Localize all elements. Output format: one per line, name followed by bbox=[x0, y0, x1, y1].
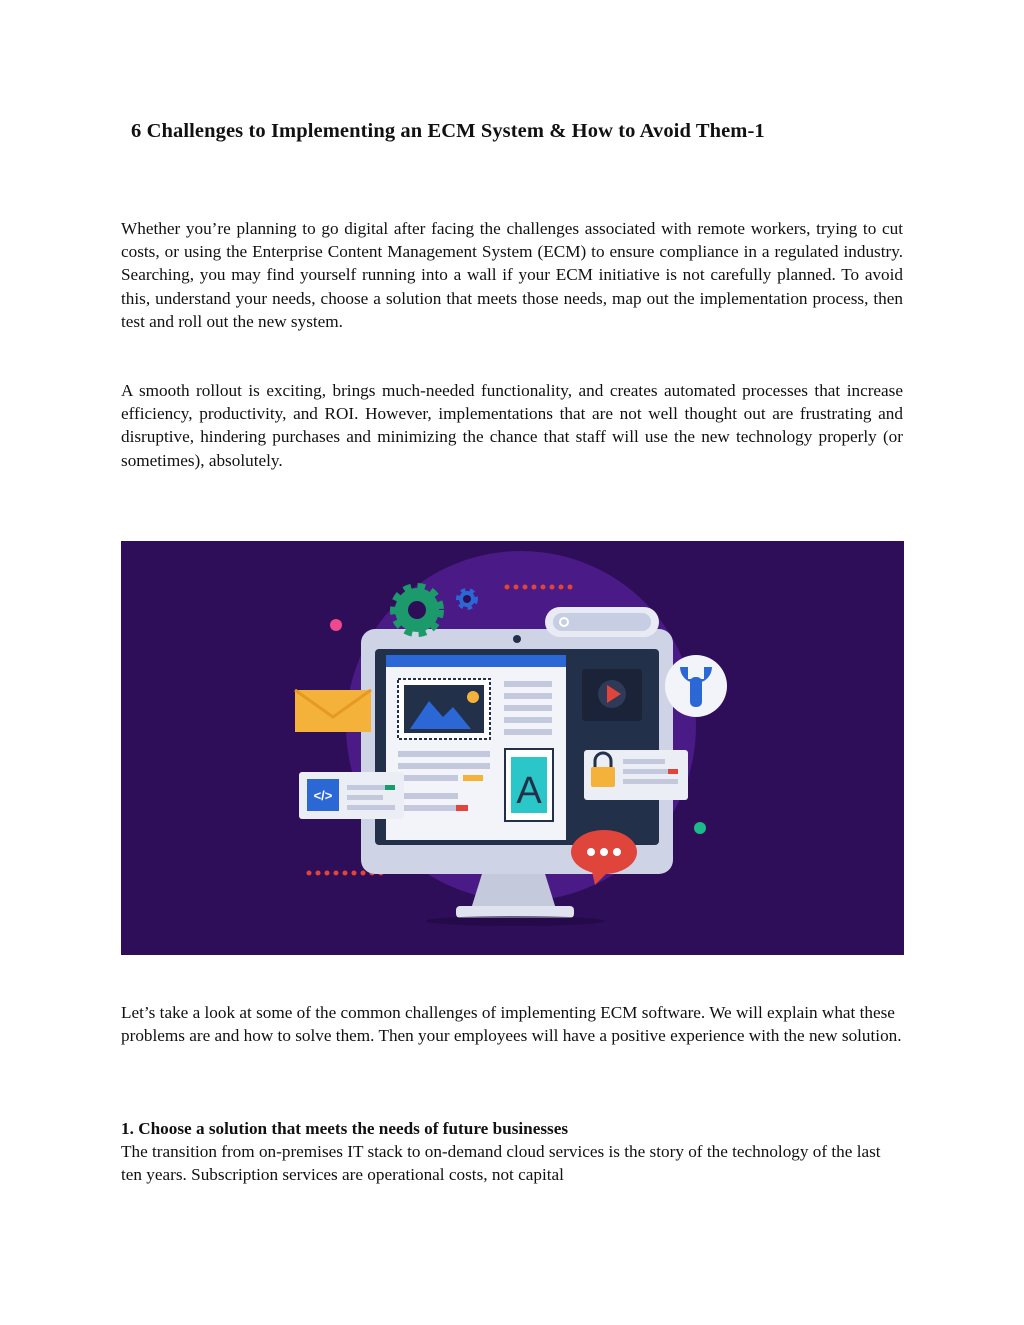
small-gear-icon bbox=[459, 591, 475, 607]
pink-dot bbox=[330, 619, 342, 631]
code-icon: </> bbox=[313, 788, 333, 803]
section-body: The transition from on-premises IT stack to on-demand cloud services is the story of the technology of the last ten years. Subscription services are operational costs, not capital bbox=[121, 1142, 881, 1185]
gear-icon bbox=[395, 588, 439, 632]
email-icon bbox=[295, 690, 371, 732]
green-dot bbox=[694, 822, 706, 834]
letter-a: A bbox=[516, 770, 542, 812]
intro-paragraph: Whether you’re planning to go digital after facing the challenges associated with remote workers, trying to cut costs, or using the Enterprise Content Management System (ECM) to ensure compliance in a regulated industry. Searching, you may find yourself running into a wall if your ECM initiative is not carefully planned. To avoid this, understand your needs, choose a solution that meets those needs, map out the implementation process, then test and roll out the new system. bbox=[121, 219, 903, 331]
code-card bbox=[299, 772, 404, 819]
camera-dot bbox=[513, 635, 521, 643]
section-heading: 1. Choose a solution that meets the needs of future businesses bbox=[121, 1119, 569, 1138]
lock-card bbox=[584, 750, 688, 800]
document-title: 6 Challenges to Implementing an ECM System & How to Avoid Them-1 bbox=[131, 120, 765, 142]
challenges-intro-paragraph: Let’s take a look at some of the common challenges of implementing ECM software. We will explain what these problems are and how to solve them. Then your employees will have a positive experience with the new solution. bbox=[121, 1003, 902, 1046]
ecm-illustration bbox=[121, 541, 904, 955]
rollout-paragraph: A smooth rollout is exciting, brings much-needed functionality, and creates automated processes that increase efficiency, productivity, and ROI. However, implementations that are not well thought out are frustrating and disruptive, hindering purchases and minimizing the chance that staff will use the new technology properly (or sometimes), absolutely. bbox=[121, 381, 903, 470]
